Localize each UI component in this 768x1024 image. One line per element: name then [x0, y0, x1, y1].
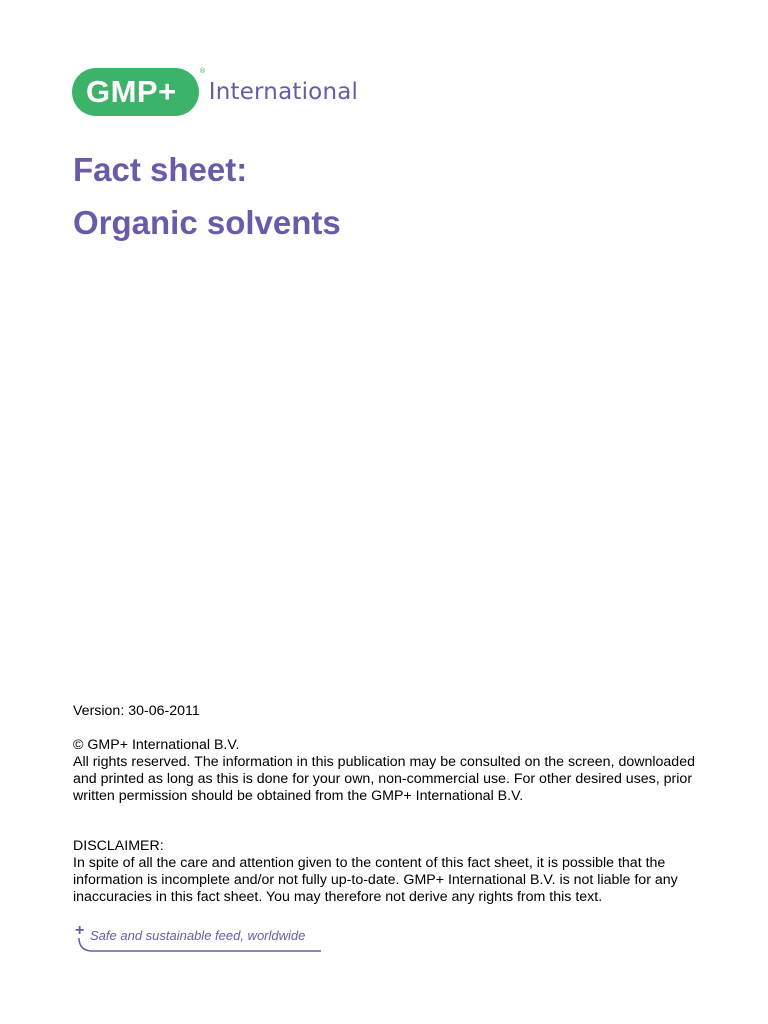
tagline-text: Safe and sustainable feed, worldwide — [90, 928, 306, 943]
version-text: Version: 30-06-2011 — [73, 703, 200, 719]
copyright-text: All rights reserved. The information in this publication may be consulted on the screen, downloaded and printed as long as this is done for your own, non-commercial use. For other desired uses, prior written permission should be obtained from the GMP+ International B.V. — [73, 754, 695, 804]
page-title-line-2: Organic solvents — [73, 204, 341, 241]
tagline — [73, 924, 323, 954]
logo-brand: GMP+ — [86, 74, 177, 109]
copyright-block — [73, 737, 703, 805]
tagline-plus: + — [75, 922, 85, 939]
disclaimer-text: In spite of all the care and attention given to the content of this fact sheet, it is possible that the information is incomplete and/or not fully up-to-date. GMP+ International B.V. is not liable for any inaccuracies in this fact sheet. You may therefore not derive any rights from this text. — [73, 855, 678, 905]
disclaimer-heading: DISCLAIMER: — [73, 838, 164, 854]
page-title-line-1: Fact sheet: — [73, 151, 248, 188]
logo-wordmark: International — [208, 79, 359, 105]
registered-mark: ® — [199, 67, 206, 75]
copyright-holder: © GMP+ International B.V. — [73, 737, 240, 753]
gmp-logo — [72, 66, 358, 118]
disclaimer-block — [73, 838, 703, 906]
logo-badge — [72, 68, 199, 116]
